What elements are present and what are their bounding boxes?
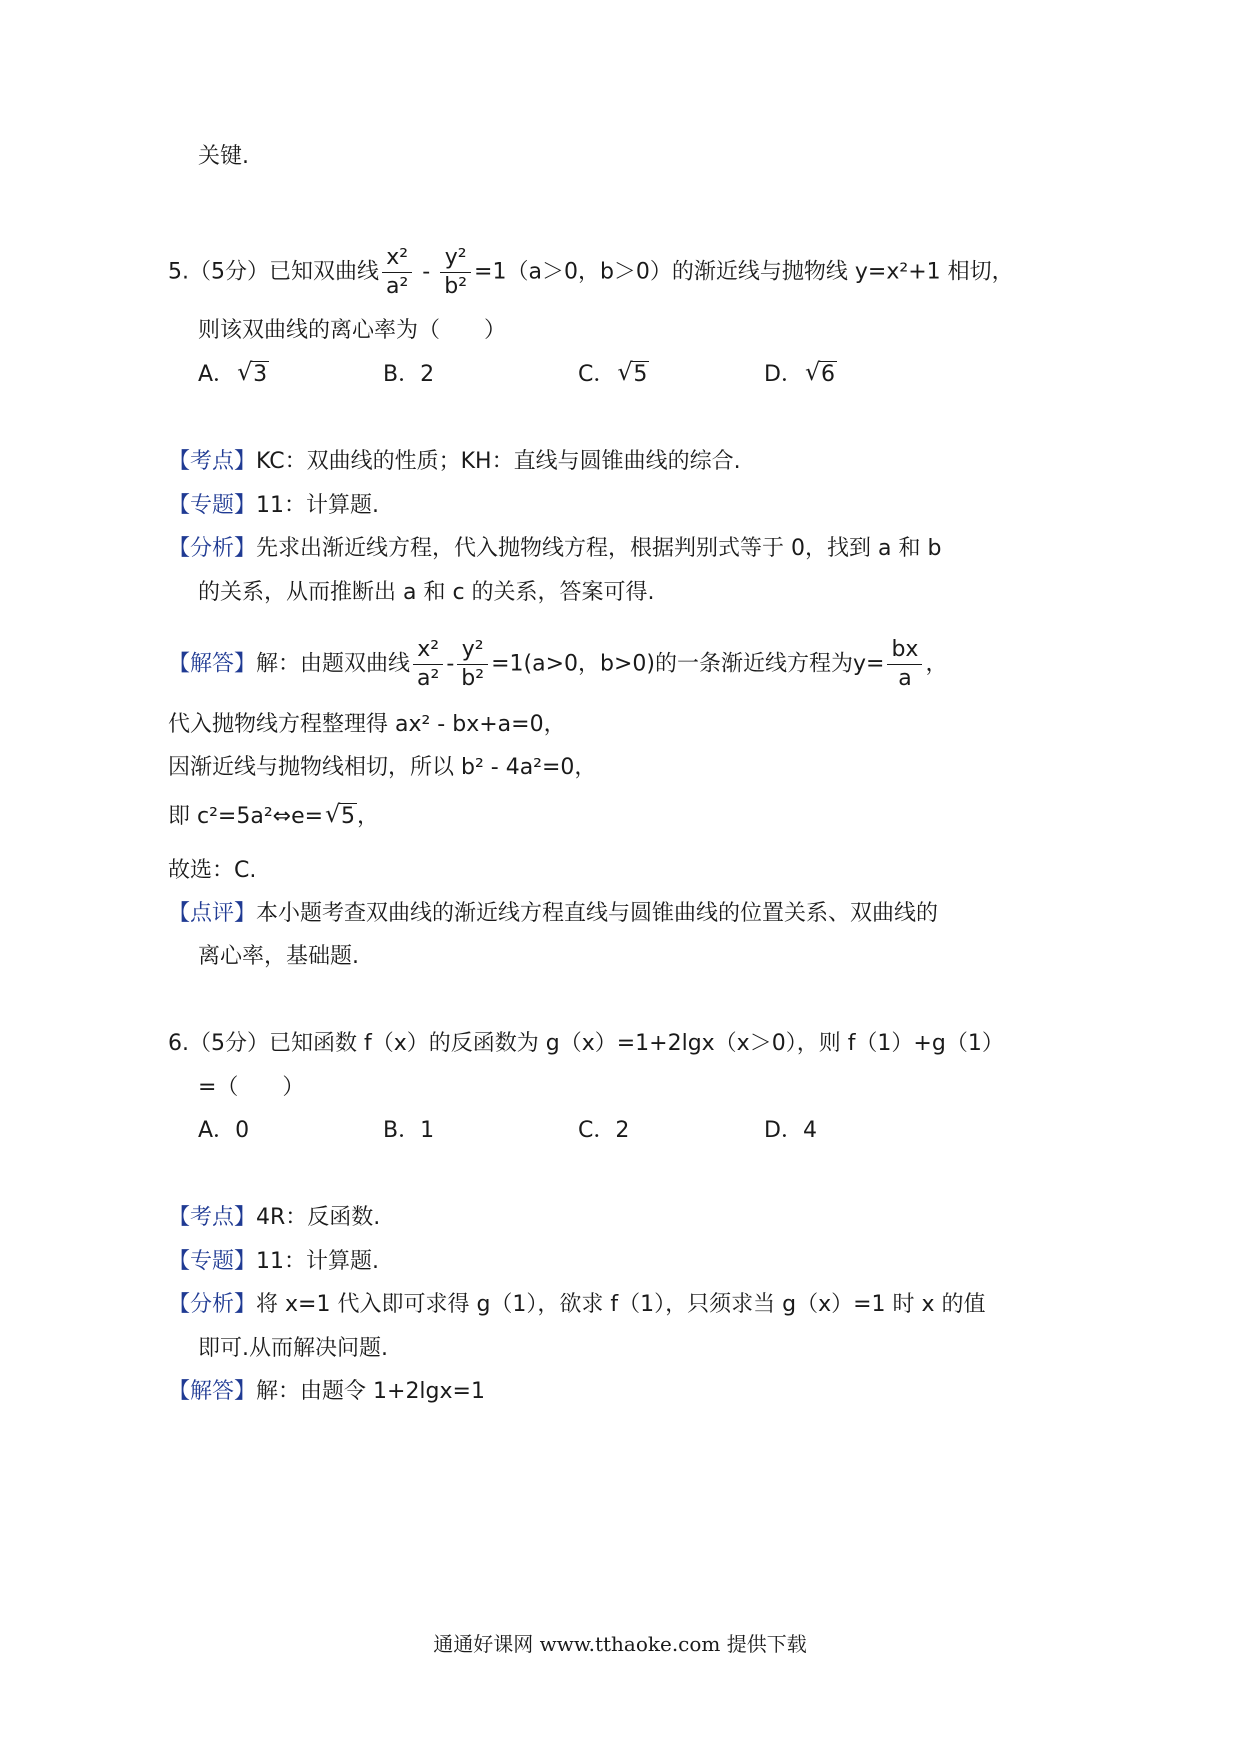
jieda-fraction-bx-a: $\frac{bx}{a}$ (887, 638, 922, 691)
q6-stem-line2: =（ ） (198, 1075, 305, 1100)
jieda-fraction-y2-b2: $\frac{\text{y²}}{\text{b²}}$ (457, 638, 488, 691)
q5-dianping-line2: 离心率，基础题. (198, 944, 359, 969)
q6-kaodian: 【考点】4R：反函数. (168, 1205, 381, 1230)
q5-step2: 因渐近线与抛物线相切，所以 b² - 4a²=0， (168, 755, 597, 780)
q6-zhuanti: 【专题】11：计算题. (168, 1249, 380, 1274)
q5-fenxi-line2: 的关系，从而推断出 a 和 c 的关系，答案可得. (198, 580, 655, 605)
q5-jieda-line1: 【解答】解：由题双曲线 $\frac{\text{x²}}{\text{a²}}$ - $\frac{\text{y²}}{\text{b²}}$ =1(a>0，b>0)的一条渐近线方程为y= $\frac{bx}{a}$ ， (168, 637, 948, 691)
jieda-fraction-x2-a2: $\frac{\text{x²}}{\text{a²}}$ (413, 638, 443, 691)
q5-choice: 故选：C. (168, 858, 257, 883)
q5-stem-line2: 则该双曲线的离心率为（ ） (198, 318, 507, 343)
q6-jieda: 【解答】解：由题令 1+2lgx=1 (168, 1379, 485, 1404)
sqrt-icon: √ 5 (325, 800, 356, 829)
q5-fraction-x2-a2: $\frac{\text{x²}}{\text{a²}}$ (382, 246, 412, 299)
q5-zhuanti: 【专题】11：计算题. (168, 493, 380, 518)
q5-step1: 代入抛物线方程整理得 ax² - bx+a=0， (168, 712, 566, 737)
q5-fraction-y2-b2: $\frac{\text{y²}}{\text{b²}}$ (440, 246, 471, 299)
sqrt-icon: √ 3 (237, 358, 268, 387)
q5-option-b: B．2 (383, 362, 435, 387)
q6-fenxi-line2: 即可.从而解决问题. (198, 1336, 388, 1361)
top-fragment: 关键. (198, 144, 249, 169)
q5-step3: 即 c²=5a²⇔e= √ 5， (168, 802, 379, 832)
q6-stem-line1: 6.（5分）已知函数 f（x）的反函数为 g（x）=1+2lgx（x＞0），则 f（1）+g（1） (168, 1031, 1004, 1056)
q6-option-b: B．1 (383, 1118, 435, 1143)
q5-suffix: =1（a＞0，b＞0）的渐近线与抛物线 y=x²+1 相切， (474, 259, 1014, 285)
dianping-tag: 【点评】 (168, 901, 257, 926)
q6-option-a: A．0 (198, 1118, 250, 1143)
q6-option-d: D．4 (764, 1118, 817, 1143)
q5-option-d: D． √ 6 (764, 360, 837, 390)
jieda-tag: 【解答】 (168, 651, 257, 677)
fenxi-tag: 【分析】 (168, 536, 257, 561)
fenxi-tag: 【分析】 (168, 1292, 257, 1317)
sqrt-icon: √ 5 (617, 358, 648, 387)
kaodian-tag: 【考点】 (168, 1205, 257, 1230)
sqrt-icon: √ 6 (804, 358, 835, 387)
q5-prefix: 5.（5分）已知双曲线 (168, 259, 379, 285)
q6-fenxi-line1: 【分析】将 x=1 代入即可求得 g（1），欲求 f（1），只须求当 g（x）=1 时 x 的值 (168, 1292, 986, 1317)
page-footer: 通通好课网 www.tthaoke.com 提供下载 (433, 1632, 807, 1656)
q6-option-c: C．2 (578, 1118, 630, 1143)
q5-stem-line1: 5.（5分）已知双曲线 $\frac{\text{x²}}{\text{a²}}$ - $\frac{\text{y²}}{\text{b²}}$ =1（a＞0，b＞0）的渐近线与抛物线 y=x²+1 相切， (168, 245, 1014, 299)
kaodian-tag: 【考点】 (168, 449, 257, 474)
q5-kaodian: 【考点】KC：双曲线的性质；KH：直线与圆锥曲线的综合. (168, 449, 741, 474)
zhuanti-tag: 【专题】 (168, 1249, 257, 1274)
q5-option-c: C． √ 5 (578, 360, 649, 390)
q5-dianping-line1: 【点评】本小题考查双曲线的渐近线方程直线与圆锥曲线的位置关系、双曲线的 (168, 901, 939, 926)
q5-option-a: A． √ 3 (198, 360, 269, 390)
jieda-tag: 【解答】 (168, 1379, 257, 1404)
zhuanti-tag: 【专题】 (168, 493, 257, 518)
q5-fenxi-line1: 【分析】先求出渐近线方程，代入抛物线方程，根据判别式等于 0，找到 a 和 b (168, 536, 942, 561)
